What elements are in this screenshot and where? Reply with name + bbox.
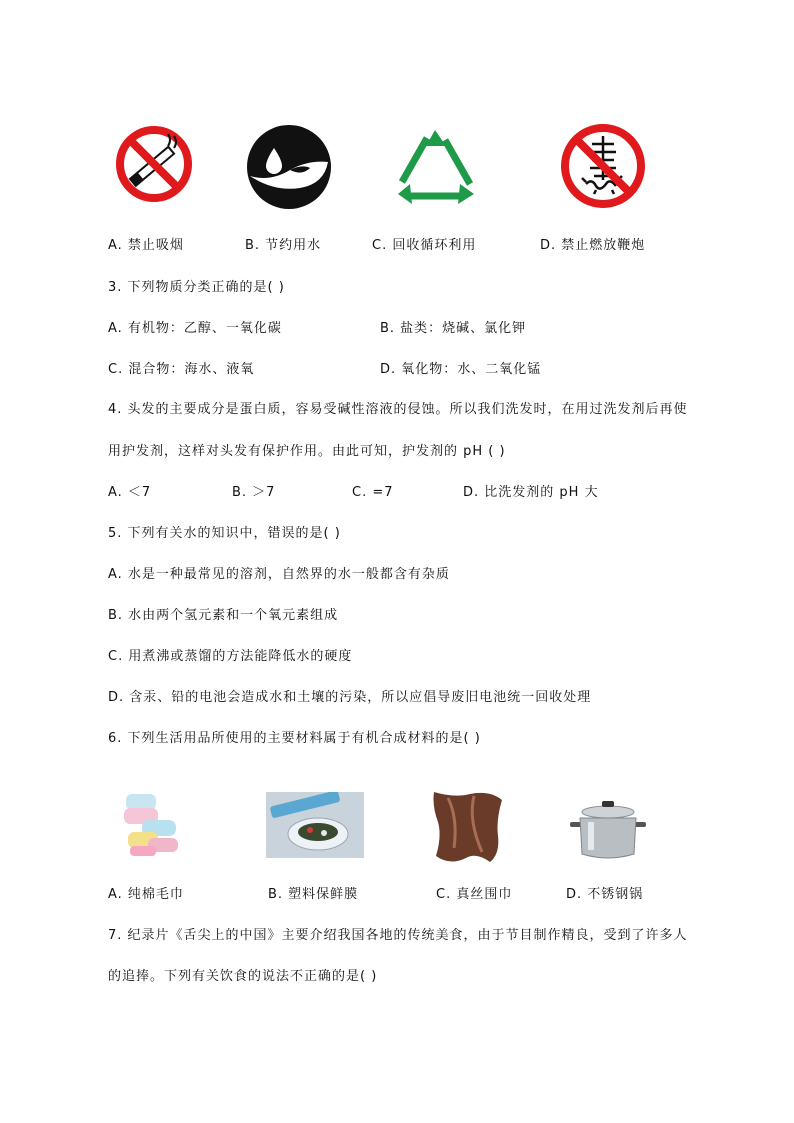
sign-option-a: A. 禁止吸烟 (108, 238, 184, 253)
question-5-stem: 5. 下列有关水的知识中，错误的是( ) (108, 526, 341, 541)
question-4-option-a: A. ＜7 (108, 485, 152, 500)
question-6-option-c: C. 真丝围巾 (436, 887, 513, 902)
question-3-option-c: C. 混合物：海水、液氧 (108, 362, 255, 377)
sign-option-b: B. 节约用水 (245, 238, 322, 253)
question-6-option-d: D. 不锈钢锅 (566, 887, 644, 902)
no-smoking-icon (112, 124, 196, 204)
question-5-option-c: C. 用煮沸或蒸馏的方法能降低水的硬度 (108, 649, 353, 664)
sign-option-d: D. 禁止燃放鞭炮 (540, 238, 646, 253)
question-4-option-c: C. =7 (352, 485, 394, 500)
question-5-option-a: A. 水是一种最常见的溶剂，自然界的水一般都含有杂质 (108, 567, 450, 582)
water-saving-icon (244, 124, 334, 214)
question-7-stem-line-1: 7. 纪录片《舌尖上的中国》主要介绍我国各地的传统美食，由于节目制作精良，受到了许多人 (108, 928, 688, 943)
recycling-icon (390, 126, 480, 206)
question-4-option-b: B. ＞7 (232, 485, 276, 500)
cotton-towels-image (120, 790, 184, 860)
silk-scarf-image (428, 788, 506, 864)
question-4-stem-line-2: 用护发剂，这样对头发有保护作用。由此可知，护发剂的 pH ( ) (108, 444, 506, 459)
question-5-option-d: D. 含汞、铅的电池会造成水和土壤的污染，所以应倡导废旧电池统一回收处理 (108, 690, 592, 705)
no-firecrackers-icon (556, 122, 650, 210)
question-6-option-b: B. 塑料保鲜膜 (268, 887, 359, 902)
question-3-stem: 3. 下列物质分类正确的是( ) (108, 280, 285, 295)
stainless-steel-pot-image (568, 798, 648, 862)
sign-option-c: C. 回收循环利用 (372, 238, 477, 253)
question-4-option-d: D. 比洗发剂的 pH 大 (463, 485, 599, 500)
question-3-option-a: A. 有机物：乙醇、一氧化碳 (108, 321, 282, 336)
question-3-option-d: D. 氧化物：水、二氧化锰 (380, 362, 542, 377)
question-6-option-a: A. 纯棉毛巾 (108, 887, 184, 902)
plastic-wrap-image (266, 792, 364, 858)
question-3-option-b: B. 盐类：烧碱、氯化钾 (380, 321, 527, 336)
question-7-stem-line-2: 的追捧。下列有关饮食的说法不正确的是( ) (108, 969, 378, 984)
question-4-stem-line-1: 4. 头发的主要成分是蛋白质，容易受碱性溶液的侵蚀。所以我们洗发时，在用过洗发剂后再使 (108, 402, 688, 417)
question-5-option-b: B. 水由两个氢元素和一个氧元素组成 (108, 608, 339, 623)
question-6-stem: 6. 下列生活用品所使用的主要材料属于有机合成材料的是( ) (108, 731, 481, 746)
